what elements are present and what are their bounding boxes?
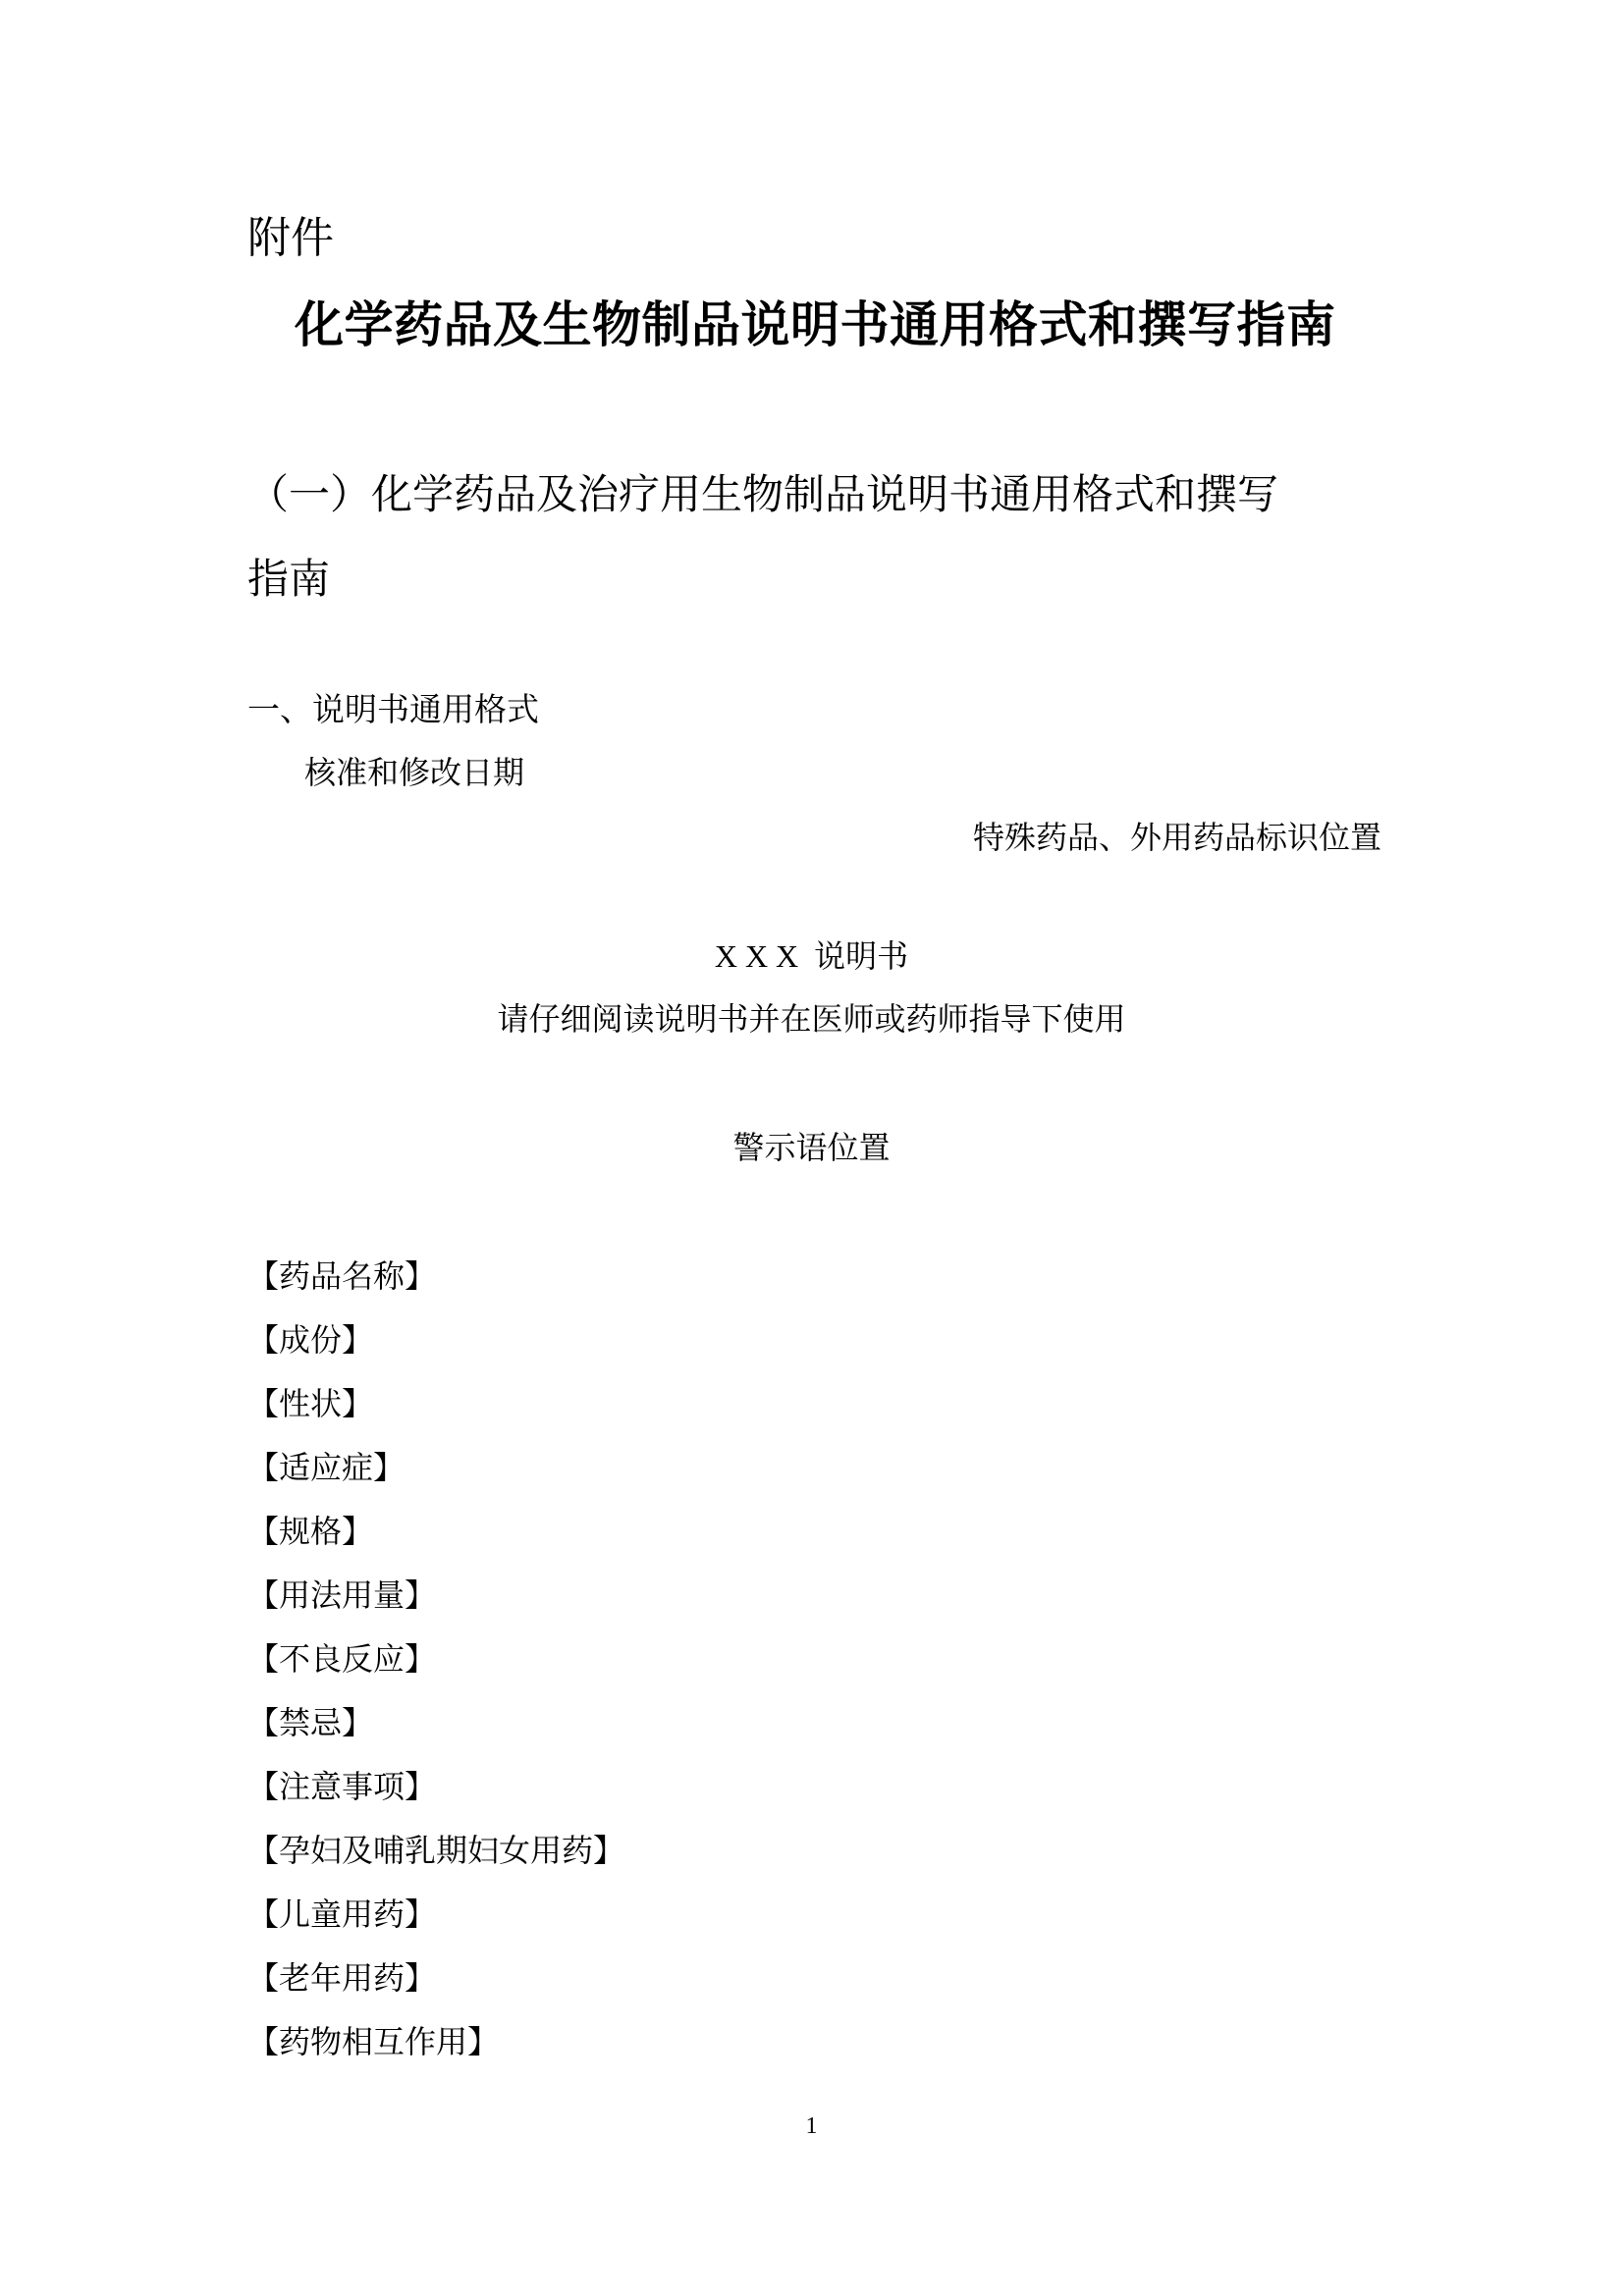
section-title-line-1: （一）化学药品及治疗用生物制品说明书通用格式和撰写	[247, 470, 1279, 518]
section-heading: 【规格】	[247, 1513, 374, 1550]
section-heading: 【儿童用药】	[247, 1896, 437, 1933]
section-heading: 【药品名称】	[247, 1257, 437, 1295]
section-heading: 【性状】	[247, 1385, 374, 1422]
section-heading: 【孕妇及哺乳期妇女用药】	[247, 1832, 625, 1869]
section-heading: 【成份】	[247, 1321, 374, 1359]
section-heading: 【用法用量】	[247, 1576, 437, 1614]
section-heading-list	[247, 1255, 624, 2084]
page-number: 1	[805, 2113, 818, 2139]
section-heading: 【老年用药】	[247, 1959, 437, 1997]
section-heading: 【注意事项】	[247, 1768, 437, 1805]
insert-title	[0, 934, 1623, 978]
section-title-line-2: 指南	[247, 555, 331, 603]
section-heading: 【不良反应】	[247, 1640, 437, 1678]
section-heading: 【禁忌】	[247, 1704, 374, 1741]
section-heading: 【药物相互作用】	[247, 2023, 500, 2060]
section-heading: 【适应症】	[247, 1449, 406, 1486]
insert-title-placeholder: XXX	[714, 938, 807, 974]
read-carefully-notice: 请仔细阅读说明书并在医师或药师指导下使用	[497, 1000, 1126, 1038]
document-title: 化学药品及生物制品说明书通用格式和撰写指南	[295, 295, 1336, 353]
subsection-heading: 一、说明书通用格式	[247, 690, 539, 728]
insert-title-text: 说明书	[814, 937, 909, 975]
attachment-label: 附件	[247, 213, 334, 263]
special-marking-label: 特殊药品、外用药品标识位置	[972, 819, 1381, 856]
approval-date-label: 核准和修改日期	[304, 754, 525, 791]
warning-position-label: 警示语位置	[732, 1129, 891, 1166]
